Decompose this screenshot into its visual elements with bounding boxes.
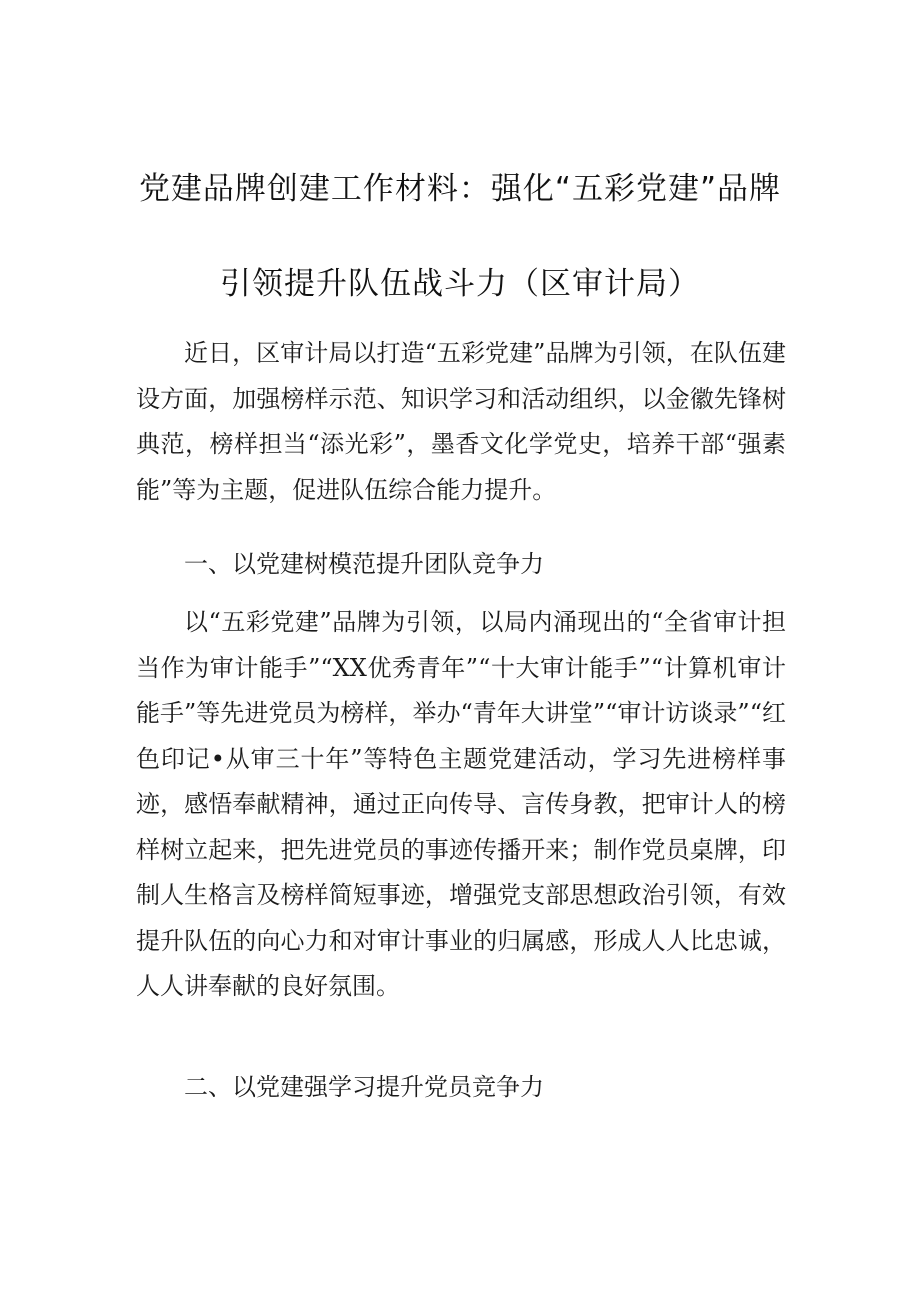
intro-paragraph: 近日，区审计局以打造“五彩党建”品牌为引领，在队伍建设方面，加强榜样示范、知识学习和活动组织，以金徽先锋树典范，榜样担当“添光彩”，墨香文化学党史，培养干部“强素能”等为主题，促进队伍综合能力提升。 [136,339,786,504]
document-title-line-1: 党建品牌创建工作材料：强化“五彩党建”品牌 [138,171,782,207]
section-heading-1: 一、以党建树模范提升团队竞争力 [184,550,544,578]
document-title-line-2: 引领提升队伍战斗力（区审计局） [220,266,700,302]
section-1-paragraph: 以“五彩党建”品牌为引领，以局内涌现出的“全省审计担当作为审计能手”“XX优秀青年”“十大审计能手”“计算机审计能手”等先进党员为榜样，举办“青年大讲堂”“审计访谈录”“红色印记•从审三十年”等特色主题党建活动，学习先进榜样事迹，感悟奉献精神，通过正向传导、言传身教，把审计人的榜样树立起来，把先进党员的事迹传播开来；制作党员桌牌，印制人生格言及榜样简短事迹，增强党支部思想政治引领，有效提升队伍的向心力和对审计事业的归属感，形成人人比忠诚，人人讲奉献的良好氛围。 [136,608,786,1000]
section-heading-2: 二、以党建强学习提升党员竞争力 [184,1073,544,1101]
